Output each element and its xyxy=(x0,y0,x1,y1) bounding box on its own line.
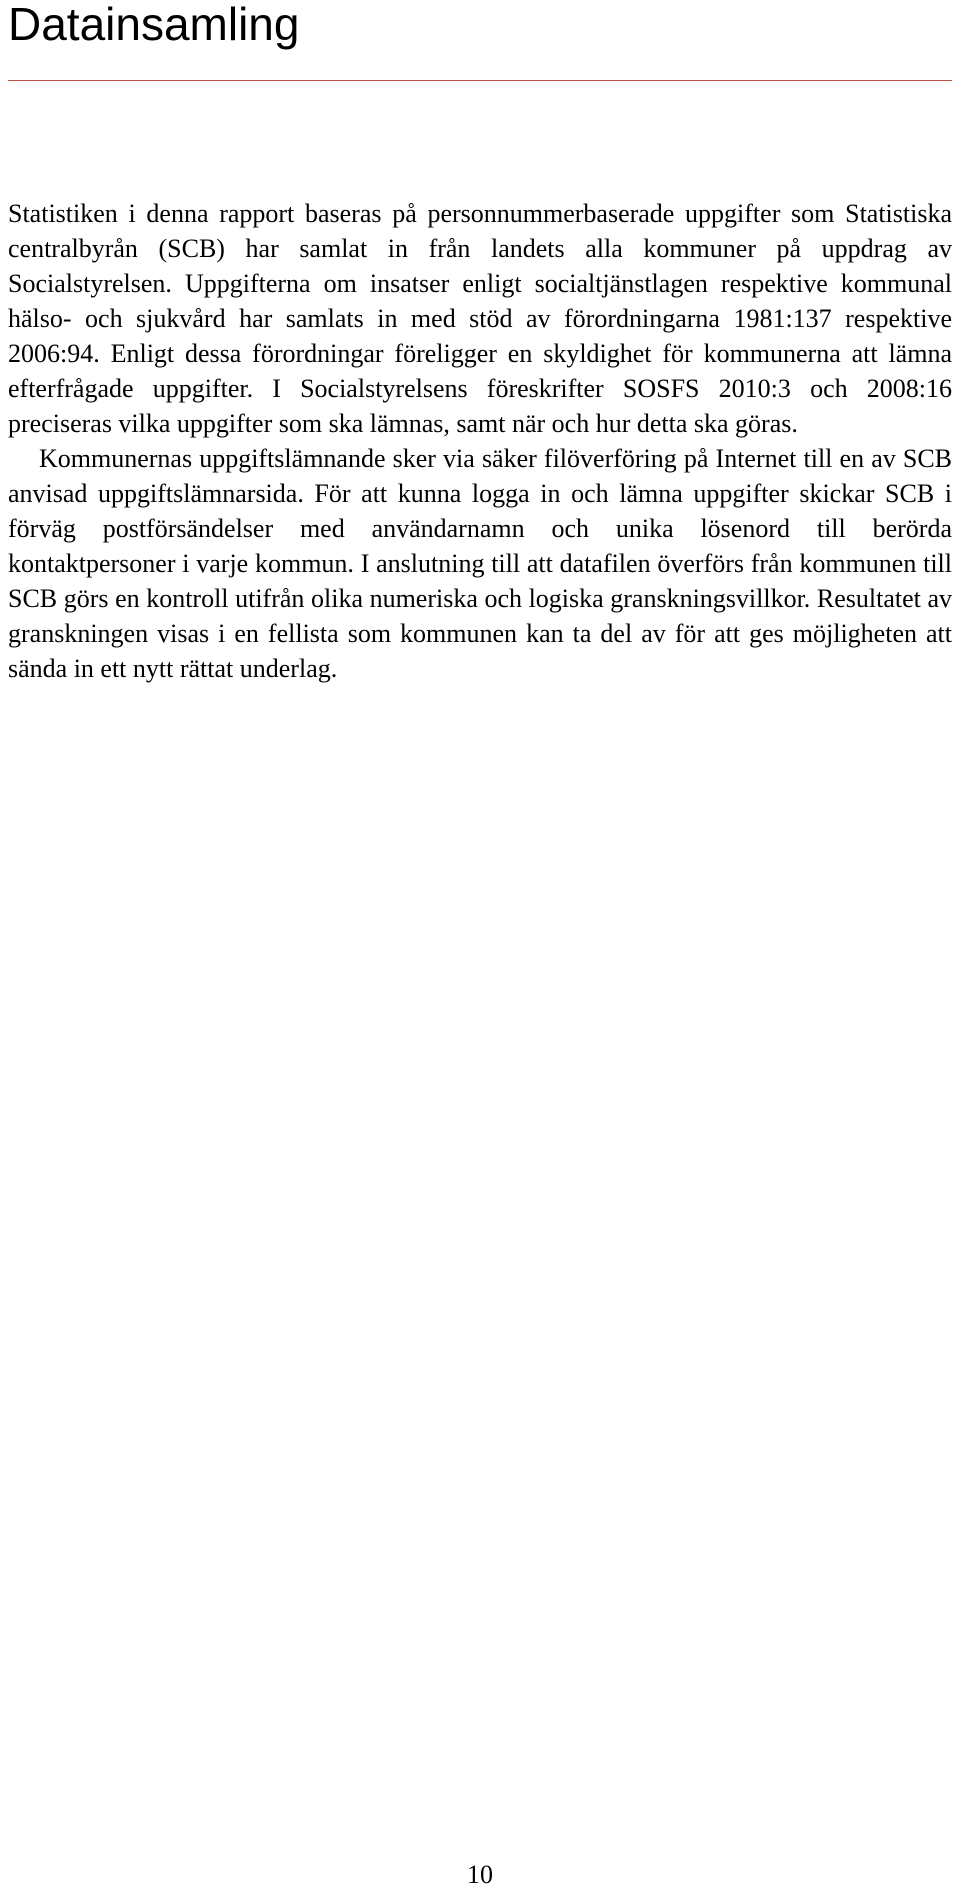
paragraph-1: Statistiken i denna rapport baseras på personnummerbaserade uppgifter som Statistiska centralbyrån (SCB) har samlat in från landets alla kommuner på uppdrag av Socialstyrelsen. Uppgifterna om insatser enligt socialtjänstlagen respektive kommunal hälso- och sjukvård har samlats in med stöd av förordningarna 1981:137 respektive 2006:94. Enligt dessa förordningar föreligger en skyldighet för kommunerna att lämna efterfrågade uppgifter. I Socialstyrelsens föreskrifter SOSFS 2010:3 och 2008:16 preciseras vilka uppgifter som ska lämnas, samt när och hur detta ska göras. xyxy=(8,199,952,438)
page-title: Datainsamling xyxy=(8,0,300,50)
body-text xyxy=(8,196,952,686)
page-number: 10 xyxy=(467,1860,493,1889)
title-divider xyxy=(8,80,952,81)
paragraph-2: Kommunernas uppgiftslämnande sker via säker filöverföring på Internet till en av SCB anvisad uppgiftslämnarsida. För att kunna logga in och lämna uppgifter skickar SCB i förväg postförsändelser med användarnamn och unika lösenord till berörda kontaktpersoner i varje kommun. I anslutning till att datafilen överförs från kommunen till SCB görs en kontroll utifrån olika numeriska och logiska granskningsvillkor. Resultatet av granskningen visas i en fellista som kommunen kan ta del av för att ges möjligheten att sända in ett nytt rättat underlag. xyxy=(8,444,952,683)
